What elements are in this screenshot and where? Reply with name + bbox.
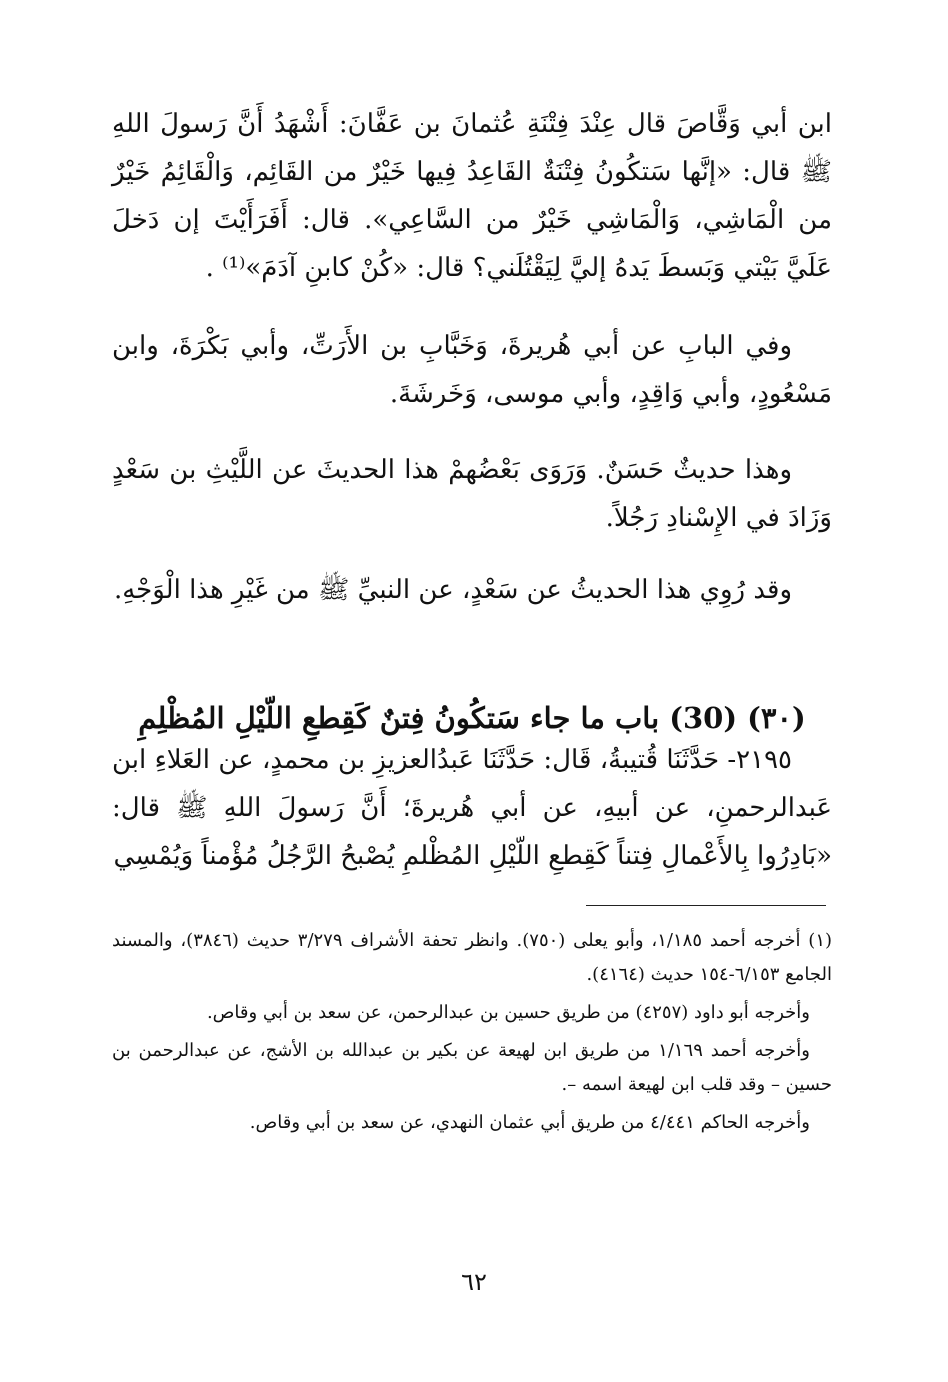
footnote-text: وأخرجه أبو داود (٤٢٥٧) من طريق حسين بن عبدالرحمن، عن سعد بن أبي وقاص. — [206, 1002, 810, 1023]
footnote-1-continued — [112, 996, 832, 1030]
chapter-heading: (٣٠) (30) باب ما جاء سَتكُونُ فِتنٌ كَقِطعِ اللّيْلِ المُظْلِمِ — [138, 701, 806, 736]
paragraph-other-route — [112, 566, 832, 614]
paragraph-text: وهذا حديثٌ حَسَنٌ. وَرَوَى بَعْضُهمْ هذا الحديثَ عن اللَّيْثِ بن سَعْدٍ وَزَادَ في الإِسْنادِ رَجُلاً. — [112, 455, 832, 533]
paragraph-grading — [112, 446, 832, 542]
footnote-text: وأخرجه أحمد ١/١٦٩ من طريق ابن لهيعة عن بكير بن عبدالله بن الأشج، عن عبدالرحمن بن حسين – وقد قلب ابن لهيعة اسمه –. — [112, 1040, 832, 1095]
footnote-1-continued — [112, 1106, 832, 1140]
paragraph-text: وقد رُوِي هذا الحديثُ عن سَعْدٍ، عن النبيِّ ﷺ من غَيْرِ هذا الْوَجْهِ. — [113, 575, 792, 605]
paragraph-text: ٢١٩٥- حَدَّثَنَا قُتيبةُ، قَال: حَدَّثَنَا عَبدُالعزيزِ بن محمدٍ، عن العَلاءِ ابن عَبدالرحمنِ، عن أبيهِ، عن أبي هُريرةَ؛ أَنَّ رَسولَ اللهِ ﷺ قال: «بَادِرُوا بِالأَعْمالِ فِتناً كَقِطعِ اللّيْلِ المُظْلمِ يُصْبحُ الرَّجُلُ مُؤْمناً وَيُمْسِي — [112, 745, 832, 871]
paragraph-chapter-companions — [112, 322, 832, 418]
page-number: ٦٢ — [461, 1268, 487, 1296]
footnote-1-continued — [112, 1034, 832, 1102]
paragraph-hadith-continuation: ابن أبي وَقَّاصَ قال عِنْدَ فِتْنَةِ عُثمانَ بن عَفَّانَ: أَشْهَدُ أَنَّ رَسولَ اللهِ ﷺ قال: «إنَّها سَتكُونُ فِتْنَةٌ القَاعِدُ فِيها خَيْرٌ من القَائِم، وَالْقَائِمُ خَيْرٌ من الْمَاشِي، وَالْمَاشِي خَيْرٌ من السَّاعِي». قال: أَفَرَأَيْتَ إن دَخلَ عَلَيَّ بَيْتي وَبَسطَ يَدهُ إليَّ لِيَقْتُلَني؟ قال: «كُنْ كابنِ آدَمَ»⁽¹⁾ . — [112, 109, 832, 283]
footnotes — [112, 924, 832, 1144]
footnote-1: (١) أخرجه أحمد ١/١٨٥، وأبو يعلى (٧٥٠). وانظر تحفة الأشراف ٣/٢٧٩ حديث (٣٨٤٦)، والمسند الجامع ٦/١٥٣-١٥٤ حديث (٤١٦٤). — [112, 930, 833, 985]
footnote-divider — [586, 905, 826, 906]
paragraph-hadith-2195 — [112, 736, 832, 880]
paragraph-text: وفي البابِ عن أبي هُريرةَ، وَخَبَّابِ بن الأَرَتِّ، وأبي بَكْرَةَ، وابن مَسْعُودٍ، وأبي وَاقِدٍ، وأبي موسى، وَخَرشَةَ. — [112, 331, 832, 409]
footnote-text: وأخرجه الحاكم ٤/٤٤١ من طريق أبي عثمان النهدي، عن سعد بن أبي وقاص. — [249, 1112, 810, 1133]
